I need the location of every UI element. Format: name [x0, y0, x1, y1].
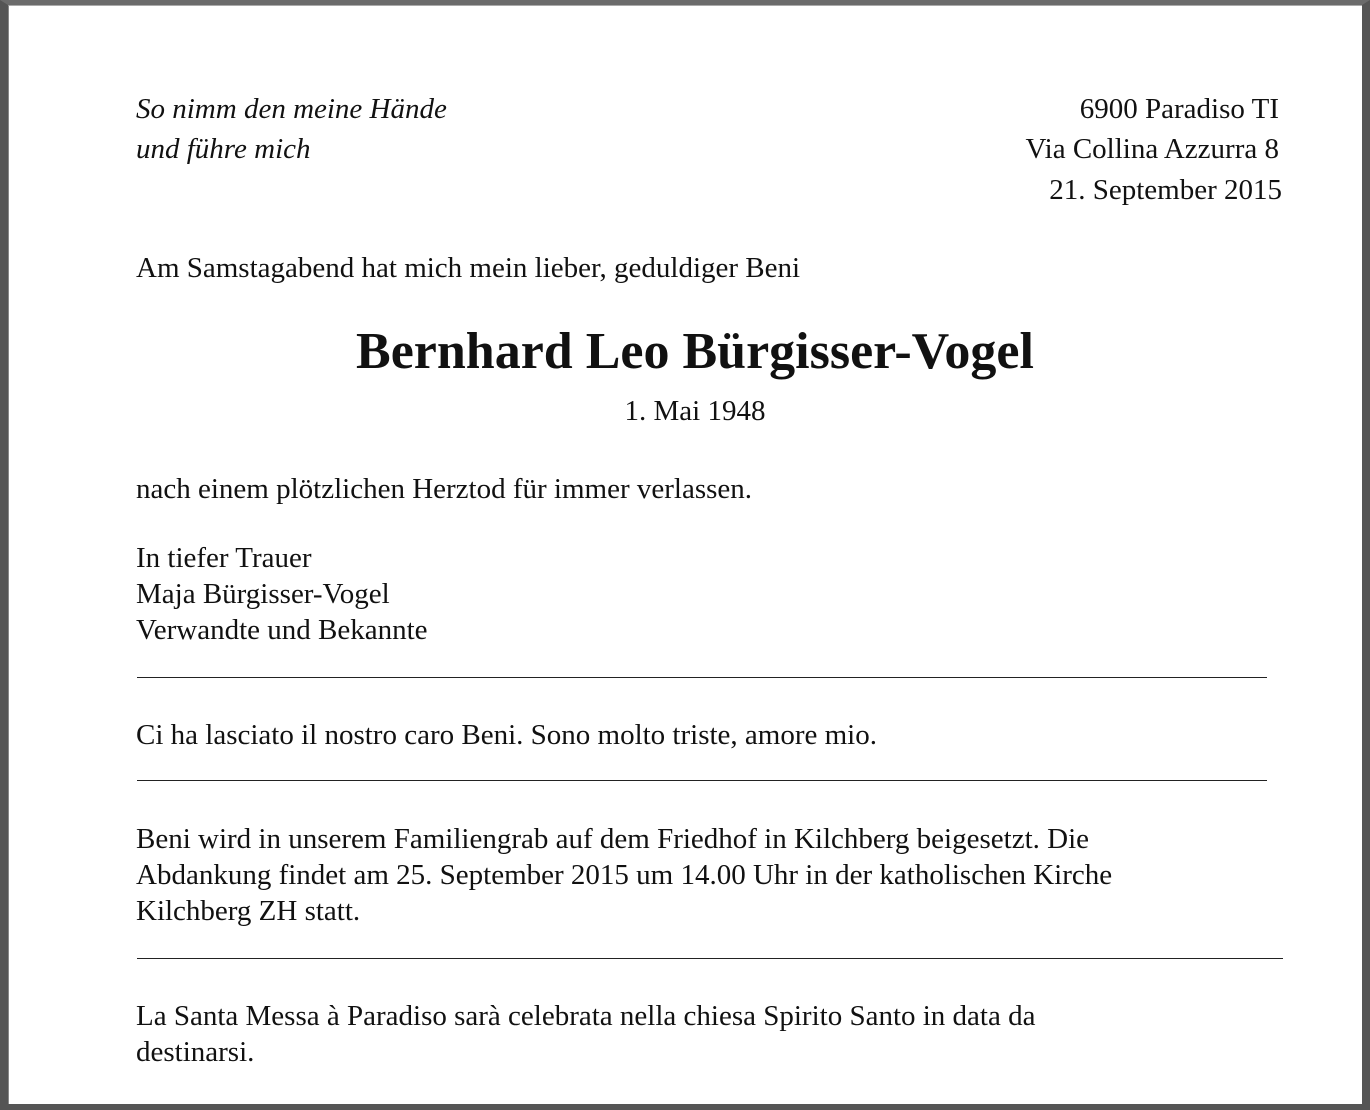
mourners-line-3: Verwandte und Bekannte — [136, 614, 428, 646]
mourners-line-2: Maja Bürgisser-Vogel — [136, 578, 390, 610]
departure-text: nach einem plötzlichen Herztod für immer verlassen. — [136, 473, 753, 505]
deceased-name: Bernhard Leo Bürgisser-Vogel — [356, 323, 1034, 380]
italian-note: Ci ha lasciato il nostro caro Beni. Sono molto triste, amore mio. — [136, 719, 877, 751]
divider-1 — [137, 677, 1267, 678]
mourners-line-1: In tiefer Trauer — [136, 542, 312, 574]
divider-3 — [137, 958, 1283, 959]
burial-line-2: Abdankung findet am 25. September 2015 um 14.00 Uhr in der katholischen Kirche — [136, 859, 1113, 891]
burial-line-3: Kilchberg ZH statt. — [136, 895, 361, 927]
address-city: 6900 Paradiso TI — [1079, 93, 1279, 125]
mass-line-1: La Santa Messa à Paradiso sarà celebrata nella chiesa Spirito Santo in data da — [136, 1000, 1036, 1032]
verse-line-2: und führe mich — [136, 133, 311, 165]
intro-text: Am Samstagabend hat mich mein lieber, geduldiger Beni — [136, 252, 801, 284]
mass-line-2: destinarsi. — [136, 1036, 255, 1068]
verse-line-1: So nimm den meine Hände — [136, 93, 447, 125]
divider-2 — [137, 780, 1267, 781]
burial-line-1: Beni wird in unserem Familiengrab auf dem Friedhof in Kilchberg beigesetzt. Die — [136, 823, 1089, 855]
address-street: Via Collina Azzurra 8 — [1025, 133, 1279, 165]
birth-date: 1. Mai 1948 — [624, 395, 766, 427]
notice-date: 21. September 2015 — [1049, 174, 1282, 206]
